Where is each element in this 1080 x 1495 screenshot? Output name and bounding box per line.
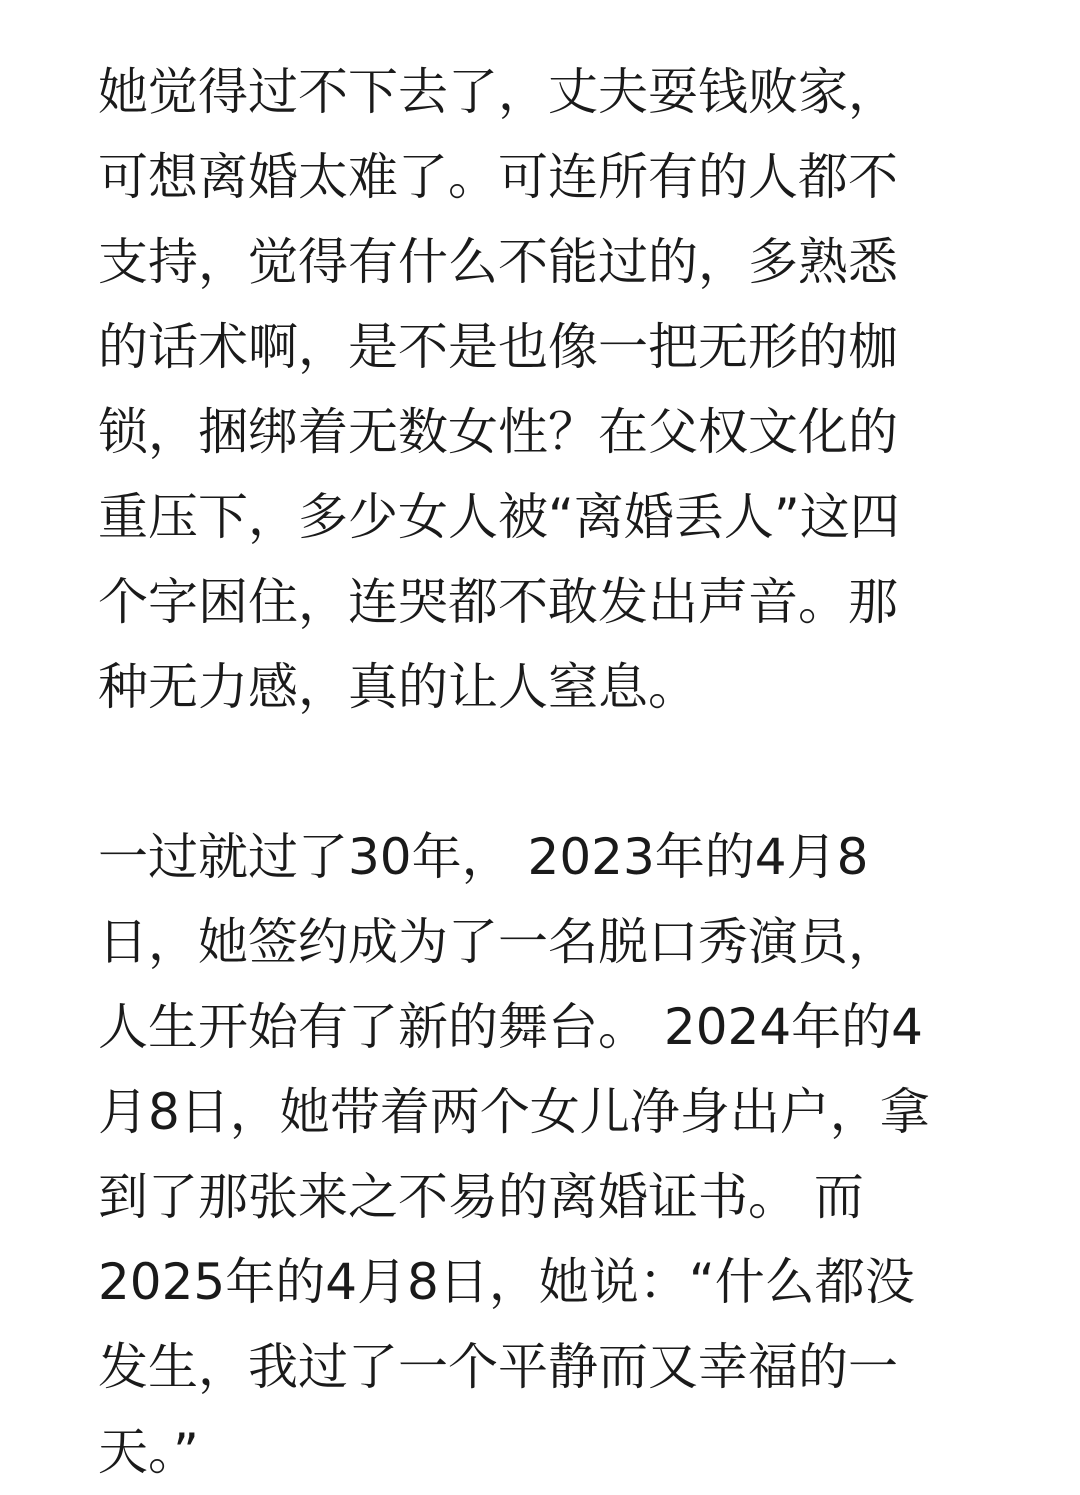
text-line: 月8日，她带着两个女儿净身出户，拿 — [98, 1083, 930, 1141]
text-line: 一过就过了30年， 2023年的4月8 — [98, 828, 869, 886]
paragraph-1 — [98, 50, 998, 730]
text-line: 人生开始有了新的舞台。 2024年的4 — [98, 998, 923, 1056]
text-line: 日，她签约成为了一名脱口秀演员， — [98, 913, 898, 971]
text-line: 天。” — [98, 1423, 199, 1481]
text-line: 2025年的4月8日，她说：“什么都没 — [98, 1253, 915, 1311]
text-line: 支持，觉得有什么不能过的，多熟悉 — [98, 233, 898, 291]
paragraph-gap — [98, 730, 998, 815]
text-line: 的话术啊，是不是也像一把无形的枷 — [98, 318, 898, 376]
text-line: 个字困住，连哭都不敢发出声音。那 — [98, 573, 898, 631]
text-line: 可想离婚太难了。可连所有的人都不 — [98, 148, 898, 206]
text-line: 种无力感，真的让人窒息。 — [98, 658, 698, 716]
text-line: 到了那张来之不易的离婚证书。 而 — [98, 1168, 864, 1226]
text-line: 重压下，多少女人被“离婚丢人”这四 — [98, 488, 900, 546]
text-line: 锁，捆绑着无数女性？在父权文化的 — [98, 403, 898, 461]
article-body — [98, 50, 998, 1495]
text-line: 发生，我过了一个平静而又幸福的一 — [98, 1338, 898, 1396]
text-line: 她觉得过不下去了，丈夫耍钱败家， — [98, 63, 898, 121]
paragraph-2 — [98, 815, 998, 1495]
